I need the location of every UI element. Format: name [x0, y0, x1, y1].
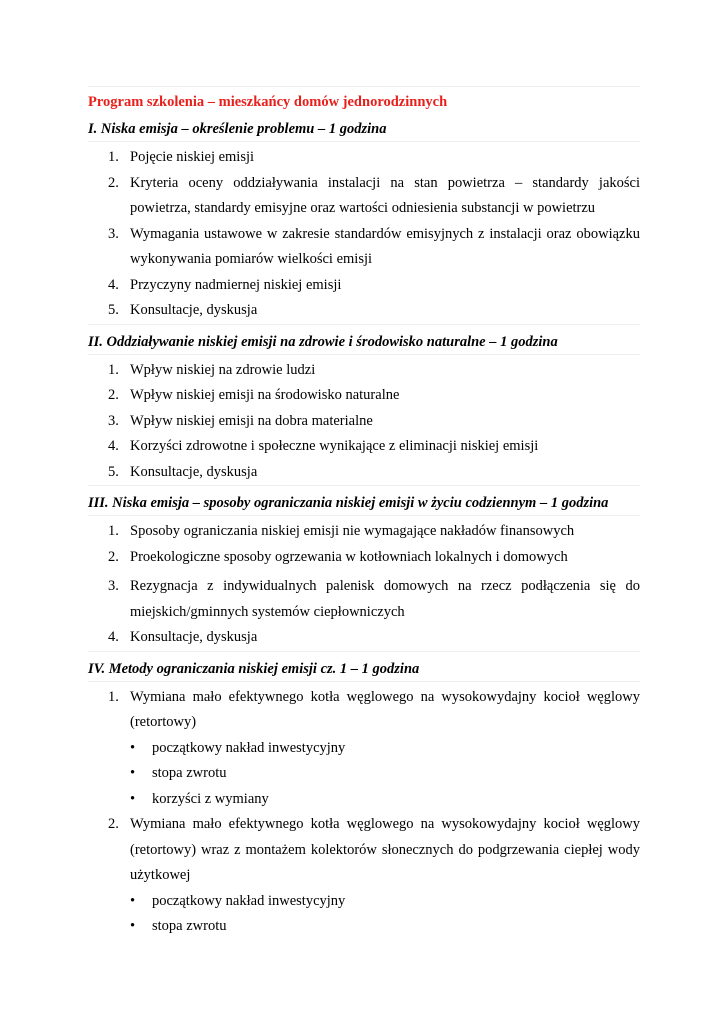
divider	[88, 86, 640, 87]
list-item	[88, 812, 640, 889]
item-1-bullets	[88, 736, 640, 813]
section-3-list	[88, 519, 640, 651]
item-text: Wpływ niskiej na zdrowie ludzi	[130, 361, 316, 378]
list-item	[88, 358, 640, 384]
divider	[88, 324, 640, 325]
divider	[88, 515, 640, 516]
divider	[88, 141, 640, 142]
item-number: 3.	[108, 578, 119, 594]
divider	[88, 651, 640, 652]
item-number: 2.	[108, 548, 119, 565]
item-text: Wpływ niskiej emisji na dobra materialne	[130, 412, 373, 429]
bullet-icon: •	[130, 790, 136, 807]
section-heading-2: II. Oddziaływanie niskiej emisji na zdrowie i środowisko naturalne – 1 godzina	[88, 333, 558, 350]
item-number: 2.	[108, 387, 119, 403]
item-2-bullets	[88, 889, 640, 940]
list-item	[88, 685, 640, 736]
list-item	[88, 545, 640, 571]
item-number: 2.	[108, 816, 119, 832]
item-number: 2.	[108, 174, 119, 191]
list-item	[88, 409, 640, 435]
bullet-item	[88, 736, 640, 762]
item-number: 4.	[108, 438, 119, 454]
bullet-text: początkowy nakład inwestycyjny	[152, 739, 346, 756]
item-text: Wymiana mało efektywnego kotła węglowego na wysokowydajny kocioł węglowy (retortowy) wraz z montażem kolektorów słonecznych do podgrzewania ciepłej wody użytkowej	[130, 816, 640, 883]
item-number: 4.	[108, 629, 119, 645]
section-2-list	[88, 358, 640, 486]
item-number: 5.	[108, 463, 119, 480]
list-item	[88, 273, 640, 299]
item-text: Konsultacje, dyskusja	[130, 302, 258, 318]
list-item	[88, 519, 640, 545]
bullet-text: stopa zwrotu	[152, 918, 227, 934]
section-heading-1: I. Niska emisja – określenie problemu – 1 godzina	[88, 121, 387, 137]
list-item	[88, 171, 640, 222]
bullet-item	[88, 761, 640, 787]
list-item	[88, 574, 640, 625]
divider	[88, 485, 640, 486]
item-number: 4.	[108, 276, 119, 293]
item-number: 1.	[108, 523, 119, 539]
item-text: Kryteria oceny oddziaływania instalacji na stan powietrza – standardy jakości powietrza, standardy emisyjne oraz wartości odniesienia substancji w powietrzu	[130, 174, 640, 216]
bullet-icon: •	[130, 739, 136, 756]
item-number: 1.	[108, 149, 119, 165]
item-text: Korzyści zdrowotne i społeczne wynikające z eliminacji niskiej emisji	[130, 438, 539, 454]
section-4-list-cont	[88, 812, 640, 889]
bullet-icon: •	[130, 918, 136, 934]
bullet-item	[88, 787, 640, 813]
document-page	[88, 86, 640, 940]
item-text: Wymagania ustawowe w zakresie standardów emisyjnych z instalacji oraz obowiązku wykonywania pomiarów wielkości emisji	[130, 225, 640, 267]
item-text: Przyczyny nadmiernej niskiej emisji	[130, 276, 342, 293]
bullet-icon: •	[130, 765, 136, 781]
document-title: Program szkolenia – mieszkańcy domów jednorodzinnych	[88, 94, 448, 110]
section-heading-3: III. Niska emisja – sposoby ograniczania niskiej emisji w życiu codziennym – 1 godzina	[88, 495, 609, 511]
list-item	[88, 625, 640, 651]
list-item	[88, 434, 640, 460]
divider	[88, 354, 640, 355]
item-text: Rezygnacja z indywidualnych palenisk domowych na rzecz podłączenia się do miejskich/gminnych systemów ciepłowniczych	[130, 578, 640, 620]
bullet-text: stopa zwrotu	[152, 765, 227, 781]
item-text: Konsultacje, dyskusja	[130, 629, 258, 645]
section-heading-4: IV. Metody ograniczania niskiej emisji cz. 1 – 1 godzina	[88, 660, 420, 677]
item-text: Sposoby ograniczania niskiej emisji nie wymagające nakładów finansowych	[130, 523, 575, 539]
item-text: Wymiana mało efektywnego kotła węglowego na wysokowydajny kocioł węglowy (retortowy)	[130, 688, 640, 730]
bullet-text: korzyści z wymiany	[152, 790, 269, 807]
item-text: Proekologiczne sposoby ogrzewania w kotłowniach lokalnych i domowych	[130, 548, 568, 565]
item-number: 5.	[108, 302, 119, 318]
item-text: Konsultacje, dyskusja	[130, 463, 258, 480]
item-number: 3.	[108, 412, 119, 429]
divider	[88, 681, 640, 682]
list-item	[88, 145, 640, 171]
list-item	[88, 222, 640, 273]
bullet-item	[88, 914, 640, 940]
item-number: 3.	[108, 225, 119, 242]
item-text: Wpływ niskiej emisji na środowisko naturalne	[130, 387, 400, 403]
item-number: 1.	[108, 361, 119, 378]
list-item	[88, 460, 640, 486]
section-4-list	[88, 685, 640, 736]
section-1-list	[88, 145, 640, 324]
bullet-item	[88, 889, 640, 915]
bullet-icon: •	[130, 892, 136, 909]
list-item	[88, 298, 640, 324]
item-text: Pojęcie niskiej emisji	[130, 149, 255, 165]
list-item	[88, 383, 640, 409]
item-number: 1.	[108, 688, 119, 705]
bullet-text: początkowy nakład inwestycyjny	[152, 892, 346, 909]
